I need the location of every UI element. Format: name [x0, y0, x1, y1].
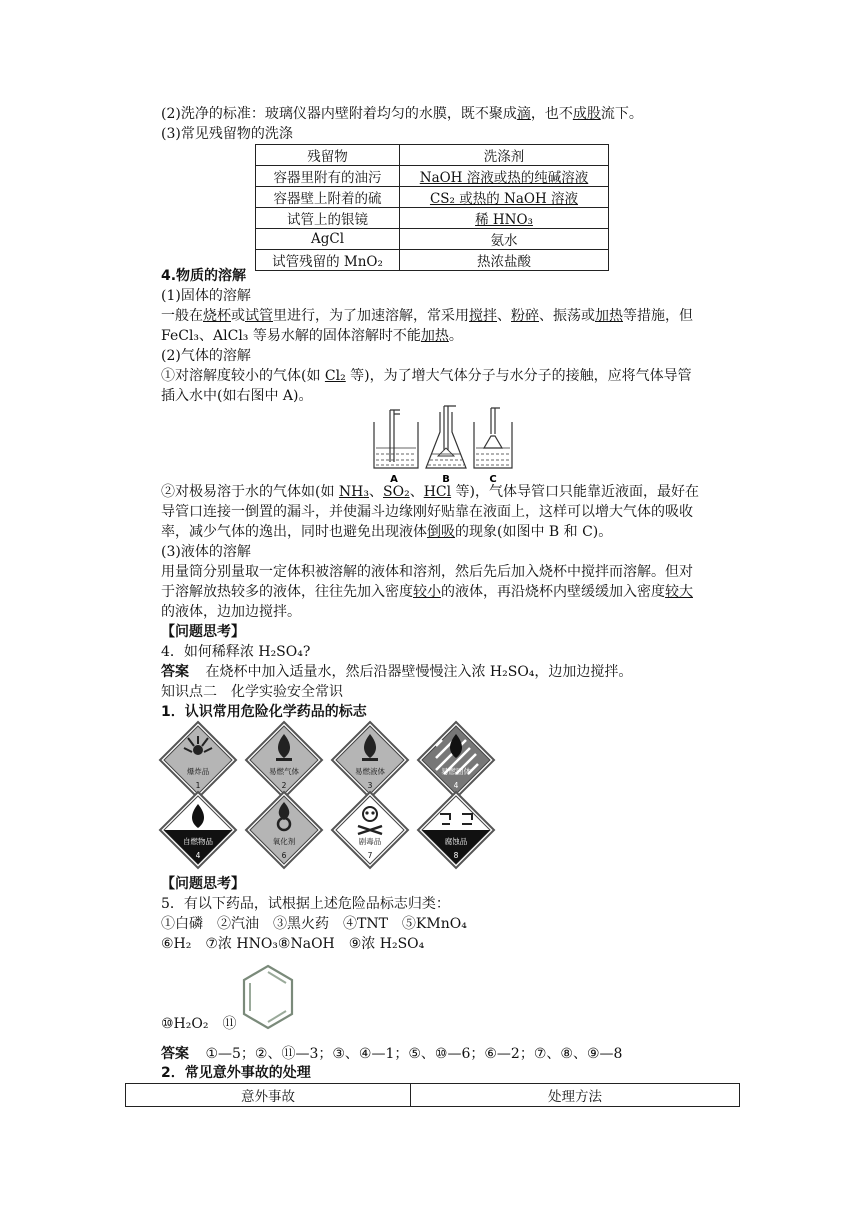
underlined-term: 粉碎 — [511, 308, 539, 324]
sign-number: 2 — [281, 781, 287, 790]
beaker-a-icon — [374, 422, 418, 468]
accident-table — [125, 1083, 740, 1107]
answer-label: 答案 — [161, 664, 189, 680]
paragraph-line — [161, 582, 693, 602]
subsection-title: (1)固体的溶解 — [161, 288, 251, 304]
table-header-row — [126, 1084, 740, 1107]
figure-label: B — [442, 474, 450, 484]
paragraph-line: 导管口连接一倒置的漏斗，并使漏斗边缘刚好贴靠在液面上，这样可以增大气体的吸收 — [161, 504, 693, 520]
beaker-c-icon — [474, 422, 512, 468]
toxic-sign-icon — [332, 792, 408, 868]
paragraph-line: 插入水中(如右图中 A)。 — [161, 388, 313, 404]
sign-number: 6 — [281, 851, 287, 860]
text-run: ②对极易溶于水的气体如(如 — [161, 484, 339, 500]
table-row — [256, 229, 609, 250]
sign-number: 7 — [367, 851, 373, 860]
paragraph-line — [161, 482, 699, 502]
subsection-title: 1．认识常用危险化学药品的标志 — [161, 704, 367, 720]
sign-number: 4 — [195, 851, 201, 860]
text-run: 等措施，但 — [623, 308, 693, 324]
table-cell: AgCl — [256, 229, 400, 250]
text-run: 于溶解放热较多的液体，往往先加入密度 — [161, 584, 413, 600]
spontaneous-combustion-sign-icon — [160, 792, 236, 868]
flask-b-icon — [426, 412, 466, 468]
underlined-term: HCl — [423, 484, 452, 500]
underlined-term: CS₂ 或热的 NaOH 溶液 — [429, 191, 579, 207]
table-header-cell: 残留物 — [256, 145, 400, 166]
underlined-term: 加热 — [595, 308, 623, 324]
table-cell — [400, 166, 609, 187]
underlined-term: NaOH 溶液或热的纯碱溶液 — [419, 170, 589, 186]
paragraph-line — [161, 366, 692, 386]
underlined-term: 较大 — [665, 584, 693, 600]
paragraph-line: 的液体，边加边搅拌。 — [161, 604, 301, 620]
residue-title: (3)常见残留物的洗涤 — [161, 126, 293, 142]
subsection-title: (3)液体的溶解 — [161, 544, 251, 560]
text-run: 等)，为了增大气体分子与水分子的接触，应将气体导管 — [345, 368, 692, 384]
table-header-cell: 意外事故 — [126, 1084, 411, 1107]
flammable-gas-sign-icon — [246, 722, 322, 798]
underlined-term: 稀 HNO₃ — [475, 212, 533, 228]
figure-label: C — [489, 474, 497, 484]
answer-line — [161, 1044, 622, 1064]
option-line: ⑥H₂ ⑦浓 HNO₃⑧NaOH ⑨浓 H₂SO₄ — [161, 936, 425, 952]
text-run: 、 — [409, 484, 424, 500]
text-run: 。 — [448, 328, 463, 344]
question-text: 4．如何稀释浓 H₂SO₄? — [161, 644, 311, 660]
underlined-term: 较小 — [413, 584, 441, 600]
figure-label: A — [390, 474, 398, 484]
oxidizer-sign-icon — [246, 792, 322, 868]
table-header-row — [256, 145, 609, 166]
text-run: 等)，气体导管口只能靠近液面，最好在 — [451, 484, 700, 500]
text-run: (2)洗净的标准：玻璃仪器内壁附着均匀的水膜，既不聚成 — [161, 106, 517, 122]
text-run: 、 — [497, 308, 511, 324]
underlined-term: NH₃ — [338, 484, 369, 500]
underlined-term: 倒吸 — [427, 524, 455, 540]
table-header-cell: 洗涤剂 — [400, 145, 609, 166]
flammable-solid-sign-icon — [418, 722, 494, 798]
hazard-signs-grid — [158, 720, 503, 870]
funnel-icon — [484, 436, 502, 448]
underlined-term: 成股 — [572, 106, 601, 122]
question-text: 5．有以下药品，试根据上述危险品标志归类： — [161, 896, 450, 912]
corrosive-sign-icon — [418, 792, 494, 868]
question-tag: 【问题思考】 — [161, 876, 245, 892]
table-cell: 热浓盐酸 — [400, 250, 609, 271]
paragraph-line — [161, 522, 612, 542]
table-row — [256, 166, 609, 187]
text-run: 的现象(如图中 B 和 C)。 — [455, 524, 613, 540]
clean-standard-line — [161, 104, 643, 124]
sign-label: 易燃液体 — [355, 767, 385, 776]
sign-label: 自燃物品 — [183, 837, 213, 846]
sign-number: 8 — [453, 851, 459, 860]
table-row — [256, 208, 609, 229]
gas-absorption-figure — [366, 404, 516, 484]
sign-label: 易燃气体 — [269, 767, 299, 776]
table-row — [256, 250, 609, 271]
sign-number: 4 — [453, 781, 459, 790]
underlined-term: SO₂ — [383, 484, 410, 500]
text-run: 、振荡或 — [539, 308, 595, 324]
text-run: 一般在 — [161, 308, 203, 324]
answer-label: 答案 — [161, 1046, 189, 1062]
text-run: 流下。 — [600, 106, 643, 122]
knowledge-point-title: 知识点二 化学实验安全常识 — [161, 684, 343, 700]
table-row — [256, 187, 609, 208]
subsection-title: 2．常见意外事故的处理 — [161, 1065, 311, 1081]
text-run: ①对溶解度较小的气体(如 — [161, 368, 325, 384]
underlined-term: 烧杯 — [203, 308, 231, 324]
text-run: 里进行，为了加速溶解，常采用 — [273, 308, 469, 324]
sign-label: 腐蚀品 — [444, 837, 468, 846]
subsection-title: (2)气体的溶解 — [161, 348, 251, 364]
table-cell — [400, 208, 609, 229]
text-run: 率，减少气体的逸出，同时也避免出现液体 — [161, 524, 427, 540]
sign-label: 爆炸品 — [186, 767, 210, 776]
text-run: FeCl₃、AlCl₃ 等易水解的固体溶解时不能 — [161, 328, 421, 344]
sign-label: 氧化剂 — [272, 837, 296, 846]
underlined-term: 搅拌 — [469, 308, 497, 324]
underlined-term: 加热 — [420, 328, 449, 344]
flammable-liquid-sign-icon — [332, 722, 408, 798]
underlined-term: Cl₂ — [324, 368, 346, 384]
residue-table — [255, 144, 609, 271]
text-run: 或 — [231, 308, 245, 324]
paragraph-line: 用量筒分别量取一定体积被溶解的液体和溶剂，然后先后加入烧杯中搅拌而溶解。但对 — [161, 564, 693, 580]
paragraph-line — [161, 326, 463, 346]
table-cell: 容器壁上附着的硫 — [256, 187, 400, 208]
sign-number: 3 — [367, 781, 373, 790]
paragraph-line — [161, 306, 693, 326]
option-line: ①白磷 ②汽油 ③黑火药 ④TNT ⑤KMnO₄ — [161, 916, 467, 932]
underlined-term: 滴 — [516, 106, 531, 122]
benzene-ring-icon — [238, 962, 298, 1034]
sign-number: 1 — [195, 781, 201, 790]
table-cell — [400, 187, 609, 208]
section-title: 4.物质的溶解 — [161, 268, 247, 284]
text-run: 、 — [369, 484, 383, 500]
answer-line — [161, 662, 632, 682]
option-line: ⑩H₂O₂ ⑪ — [161, 1016, 237, 1032]
table-cell: 试管上的银镜 — [256, 208, 400, 229]
text-run: 的液体，再沿烧杯内壁缓缓加入密度 — [441, 584, 665, 600]
text-run: ，也不 — [530, 106, 573, 122]
table-cell: 容器里附有的油污 — [256, 166, 400, 187]
underlined-term: 试管 — [245, 308, 273, 324]
answer-text: 在烧杯中加入适量水，然后沿器壁慢慢注入浓 H₂SO₄，边加边搅拌。 — [205, 664, 633, 680]
sign-label: 易燃固体 — [441, 767, 471, 776]
answer-text: ①—5；②、⑪—3；③、④—1；⑤、⑩—6；⑥—2；⑦、⑧、⑨—8 — [205, 1046, 623, 1062]
sign-label: 剧毒品 — [358, 837, 382, 846]
explosive-sign-icon — [160, 722, 236, 798]
table-cell: 氨水 — [400, 229, 609, 250]
table-cell: 试管残留的 MnO₂ — [256, 250, 400, 271]
table-header-cell: 处理方法 — [411, 1084, 740, 1107]
question-tag: 【问题思考】 — [161, 624, 245, 640]
